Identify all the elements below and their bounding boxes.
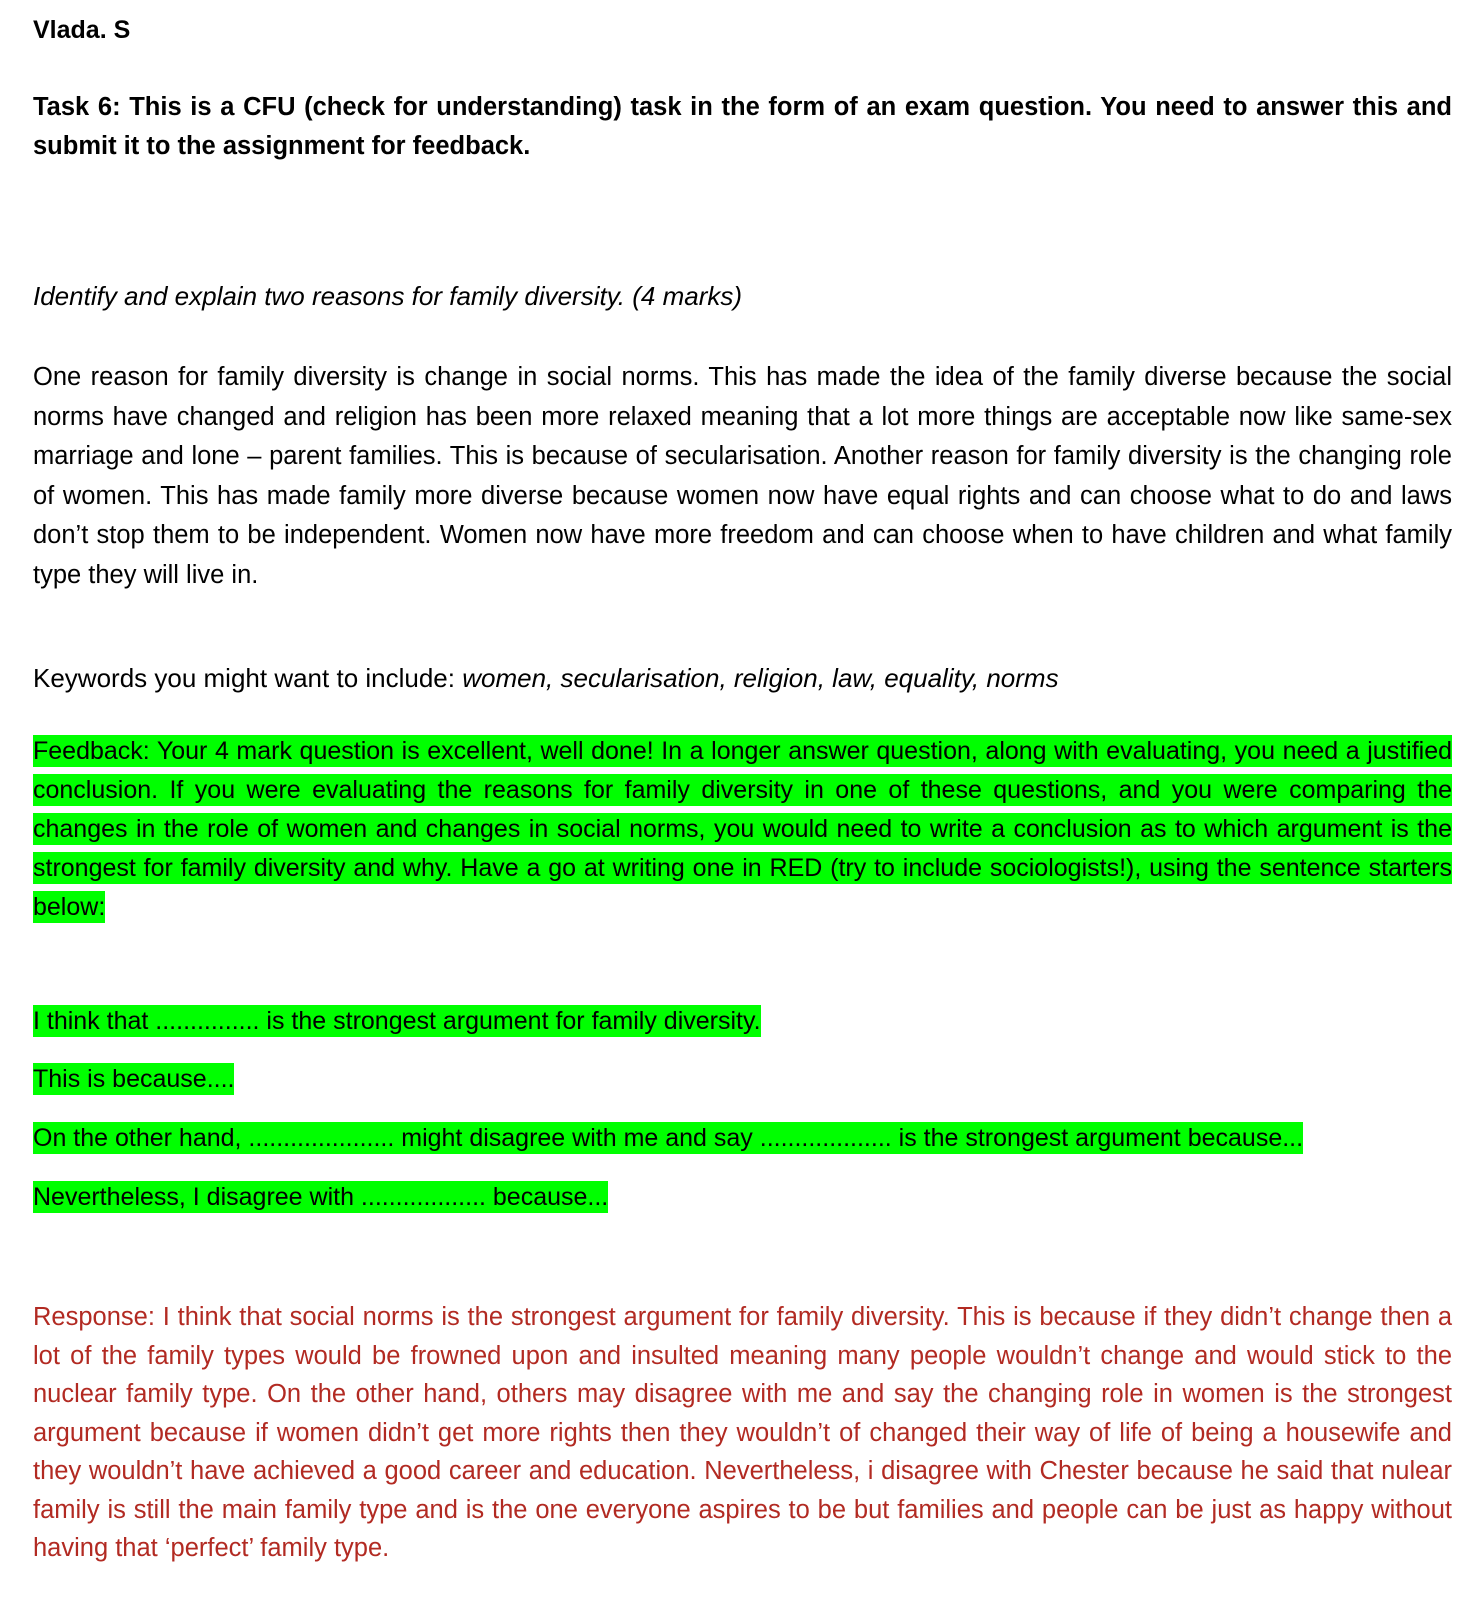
sentence-starter-text: I think that ............... is the strongest argument for family diversity. xyxy=(33,1007,761,1035)
student-response: Response: I think that social norms is the strongest argument for family diversity. This is because if they didn’t change then a lot of the family types would be frowned upon and insulted meaning many people wouldn’t change and would stick to the nuclear family type. On the other hand, others may disagree with me and say the changing role in women is the strongest argument because if women didn’t get more rights then they wouldn’t of changed their way of life of being a housewife and they wouldn’t have achieved a good career and education. Nevertheless, i disagree with Chester because he said that nulear family is still the main family type and is the one everyone aspires to be but families and people can be just as happy without having that ‘perfect’ family type. xyxy=(33,1303,1452,1562)
sentence-starter xyxy=(33,1179,608,1215)
exam-question: Identify and explain two reasons for family diversity. (4 marks) xyxy=(33,281,743,311)
author-name: Vlada. S xyxy=(33,16,131,44)
sentence-starter-text: On the other hand, ..................... might disagree with me and say ................... is the strongest argument because... xyxy=(33,1124,1304,1152)
feedback-highlight: Feedback: Your 4 mark question is excellent, well done! In a longer answer question, along with evaluating, you need a justified conclusion. If you were evaluating the reasons for family diversity in one of these questions, and you were comparing the changes in the role of women and changes in social norms, you would need to write a conclusion as to which argument is the strongest for family diversity and why. Have a go at writing one in RED (try to include sociologists!), using the sentence starters below: xyxy=(33,737,1452,921)
teacher-feedback xyxy=(33,732,1452,927)
sentence-starter-text: This is because.... xyxy=(33,1065,235,1093)
sentence-starter xyxy=(33,1003,761,1039)
keywords-label: Keywords you might want to include: xyxy=(33,663,463,693)
sentence-starter-text: Nevertheless, I disagree with .................. because... xyxy=(33,1183,609,1211)
sentence-starter xyxy=(33,1120,1303,1156)
student-answer: One reason for family diversity is change in social norms. This has made the idea of the family diverse because the social norms have changed and religion has been more relaxed meaning that a lot more things are acceptable now like same-sex marriage and lone – parent families. This is because of secularisation. Another reason for family diversity is the changing role of women. This has made family more diverse because women now have equal rights and can choose what to do and laws don’t stop them to be independent. Women now have more freedom and can choose when to have children and what family type they will live in. xyxy=(33,363,1452,589)
sentence-starter xyxy=(33,1061,234,1097)
task-instructions: Task 6: This is a CFU (check for understanding) task in the form of an exam question. You need to answer this and submit it to the assignment for feedback. xyxy=(33,93,1452,160)
keywords-line xyxy=(33,660,1059,696)
keywords-list: women, secularisation, religion, law, equality, norms xyxy=(462,663,1059,693)
